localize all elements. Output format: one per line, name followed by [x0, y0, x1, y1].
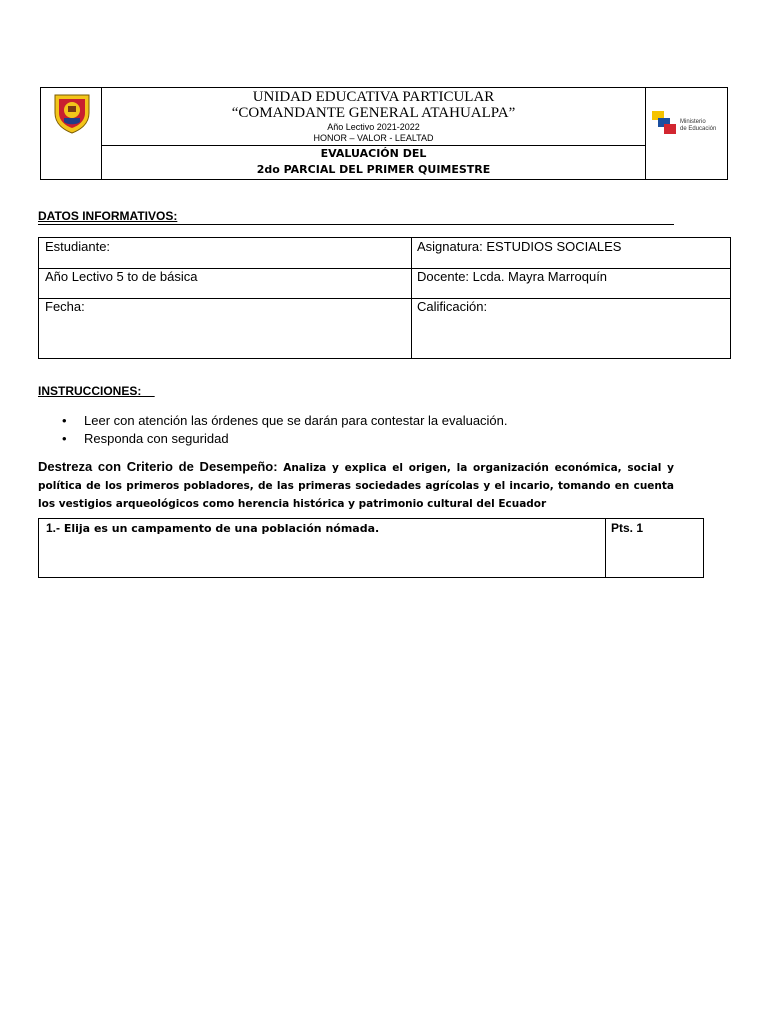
- destreza-paragraph: [38, 458, 674, 513]
- question-points: Pts. 1: [611, 521, 644, 535]
- datos-informativos-title: DATOS INFORMATIVOS:: [38, 209, 674, 225]
- destreza-label: Destreza con Criterio de Desempeño:: [38, 459, 278, 474]
- school-name-line1: UNIDAD EDUCATIVA PARTICULAR: [252, 89, 495, 105]
- ministry-label-line1: Ministerio: [680, 119, 706, 125]
- list-item: • Responda con seguridad: [62, 430, 508, 448]
- student-info-table: [38, 237, 731, 359]
- school-shield-icon: [52, 91, 92, 135]
- school-motto: HONOR – VALOR - LEALTAD: [313, 133, 434, 143]
- question-box: [38, 518, 704, 578]
- table-divider: [39, 298, 730, 299]
- school-logo-cell: [41, 88, 102, 179]
- school-title-cell: [102, 88, 645, 146]
- fecha-field[interactable]: Fecha:: [45, 299, 85, 314]
- anio-lectivo-field: Año Lectivo 5 to de básica: [45, 269, 198, 284]
- list-item: • Leer con atención las órdenes que se darán para contestar la evaluación.: [62, 412, 508, 430]
- evaluation-title-line2: 2do PARCIAL DEL PRIMER QUIMESTRE: [256, 163, 491, 176]
- ministry-logo-icon: [652, 109, 682, 137]
- question-label: Elija es un campamento de una población nómada.: [63, 522, 380, 535]
- ministry-label-line2: de Educación: [680, 126, 717, 132]
- evaluation-title-line1: EVALUACIÓN DEL: [320, 147, 427, 160]
- header-table: [40, 87, 728, 180]
- school-year: Año Lectivo 2021-2022: [327, 122, 420, 132]
- ministry-logo-cell: [645, 88, 727, 179]
- instrucciones-list: [62, 412, 508, 448]
- school-name-line2: “COMANDANTE GENERAL ATAHUALPA”: [231, 105, 516, 121]
- question-text: [46, 521, 379, 535]
- destreza-text: Analiza y explica el origen, la organización económica, social y política de los primeros pobladores, de las primeras sociedades agrícolas y el incario, tomando en cuenta los vestigios arqueológicos como herencia histórica y patrimonio cultural del Ecuador: [38, 462, 675, 510]
- estudiante-field[interactable]: Estudiante:: [45, 239, 111, 254]
- docente-field: Docente: Lcda. Mayra Marroquín: [417, 269, 608, 284]
- asignatura-field: Asignatura: ESTUDIOS SOCIALES: [417, 239, 622, 254]
- instrucciones-title: INSTRUCCIONES:: [38, 384, 155, 398]
- table-divider: [605, 519, 606, 577]
- calificacion-field: Calificación:: [417, 299, 488, 314]
- evaluation-title-cell: [102, 146, 645, 179]
- question-number: 1.-: [46, 521, 61, 535]
